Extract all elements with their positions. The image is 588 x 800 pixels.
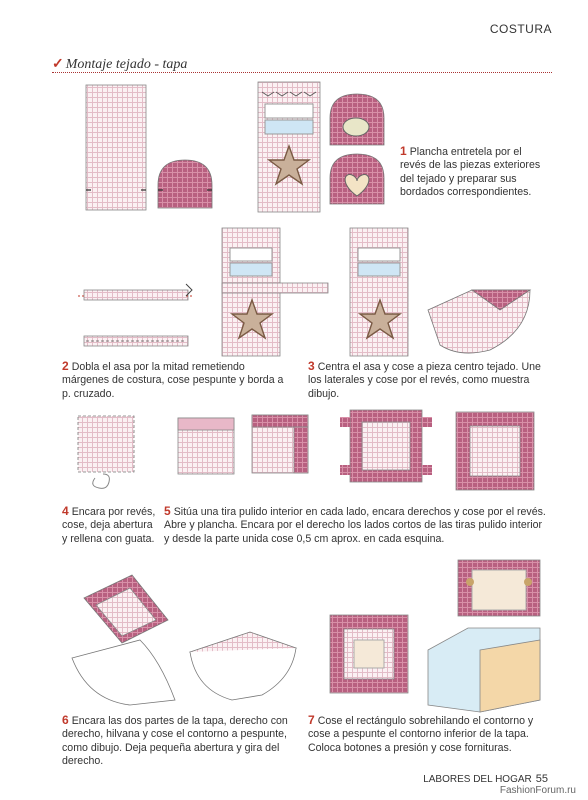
step-5-text: Sitúa una tira pulido interior en cada lado, encara derechos y cose por el revés. Abre y plancha. Encara por el derecho los lados cortos de las tiras pulido interior y desde la parte unida cose 0,5 cm aprox. en cada esquina. <box>164 506 546 545</box>
step7-frame-window <box>330 615 408 693</box>
step5-frame <box>340 410 432 482</box>
step5-square-two-strips <box>252 415 308 473</box>
step-2-number: 2 <box>62 359 69 373</box>
watermark: FashionForum.ru <box>499 785 576 796</box>
step2-strap-stitched <box>84 336 188 346</box>
step-6-number: 6 <box>62 713 69 727</box>
step-3 <box>308 360 548 401</box>
step-2 <box>62 360 287 401</box>
step1-gable-heart <box>330 154 384 204</box>
step-6 <box>62 714 302 768</box>
step-4-text: Encara por revés, cose, deja abertura y rellena con guata. <box>62 506 156 545</box>
step-2-text: Dobla el asa por la mitad remetiendo márgenes de costura, cose pespunte y borda a p. cruzado. <box>62 361 284 400</box>
step7-finished-box <box>428 560 540 712</box>
step-7-number: 7 <box>308 713 315 727</box>
step-5 <box>164 505 549 546</box>
step1-gable-plain <box>158 160 212 208</box>
check-icon: ✓ <box>52 57 64 72</box>
step3-panel-sides <box>350 228 408 356</box>
step2-strap-folded <box>78 284 194 300</box>
step1-embroidered-panel <box>258 82 320 212</box>
step-3-text: Centra el asa y cose a pieza centro tejado. Une los laterales y cose por el revés, como muestra dibujo. <box>308 361 541 400</box>
step-1-text: Plancha entretela por el revés de las piezas exteriores del tejado y preparar sus bordados correspondientes. <box>400 146 541 198</box>
step3-panel-strap <box>222 228 328 356</box>
step4-square <box>78 416 134 488</box>
step1-gable-bird <box>330 94 384 145</box>
step-4 <box>62 505 157 546</box>
step-1-number: 1 <box>400 144 407 158</box>
step-5-number: 5 <box>164 504 171 518</box>
step6-lid-open <box>72 575 175 705</box>
step5-square-strip <box>178 418 234 474</box>
page-number: 55 <box>535 773 548 785</box>
step5-frame-finished <box>456 412 534 490</box>
step-6-text: Encara las dos partes de la tapa, derecho con derecho, hilvana y cose el contorno a pespunte, como dibujo. Deja pequeña abertura y gira del derecho. <box>62 715 288 767</box>
step-3-number: 3 <box>308 359 315 373</box>
step-7-text: Cose el rectángulo sobrehilando el contorno y cose a pespunte el contorno inferior de la tapa. Coloca botones a presión y cose fornituras. <box>308 715 534 754</box>
step-4-number: 4 <box>62 504 69 518</box>
page-footer <box>423 773 548 785</box>
title-text: Montaje tejado - tapa <box>65 57 188 72</box>
step6-lid-joined <box>190 632 296 700</box>
step1-long-panel <box>86 85 146 210</box>
section-label: COSTURA <box>489 22 552 36</box>
step-1 <box>400 145 550 199</box>
magazine-name: LABORES DEL HOGAR <box>423 774 532 785</box>
step3-assembled-roof <box>428 290 530 353</box>
step-7 <box>308 714 548 755</box>
